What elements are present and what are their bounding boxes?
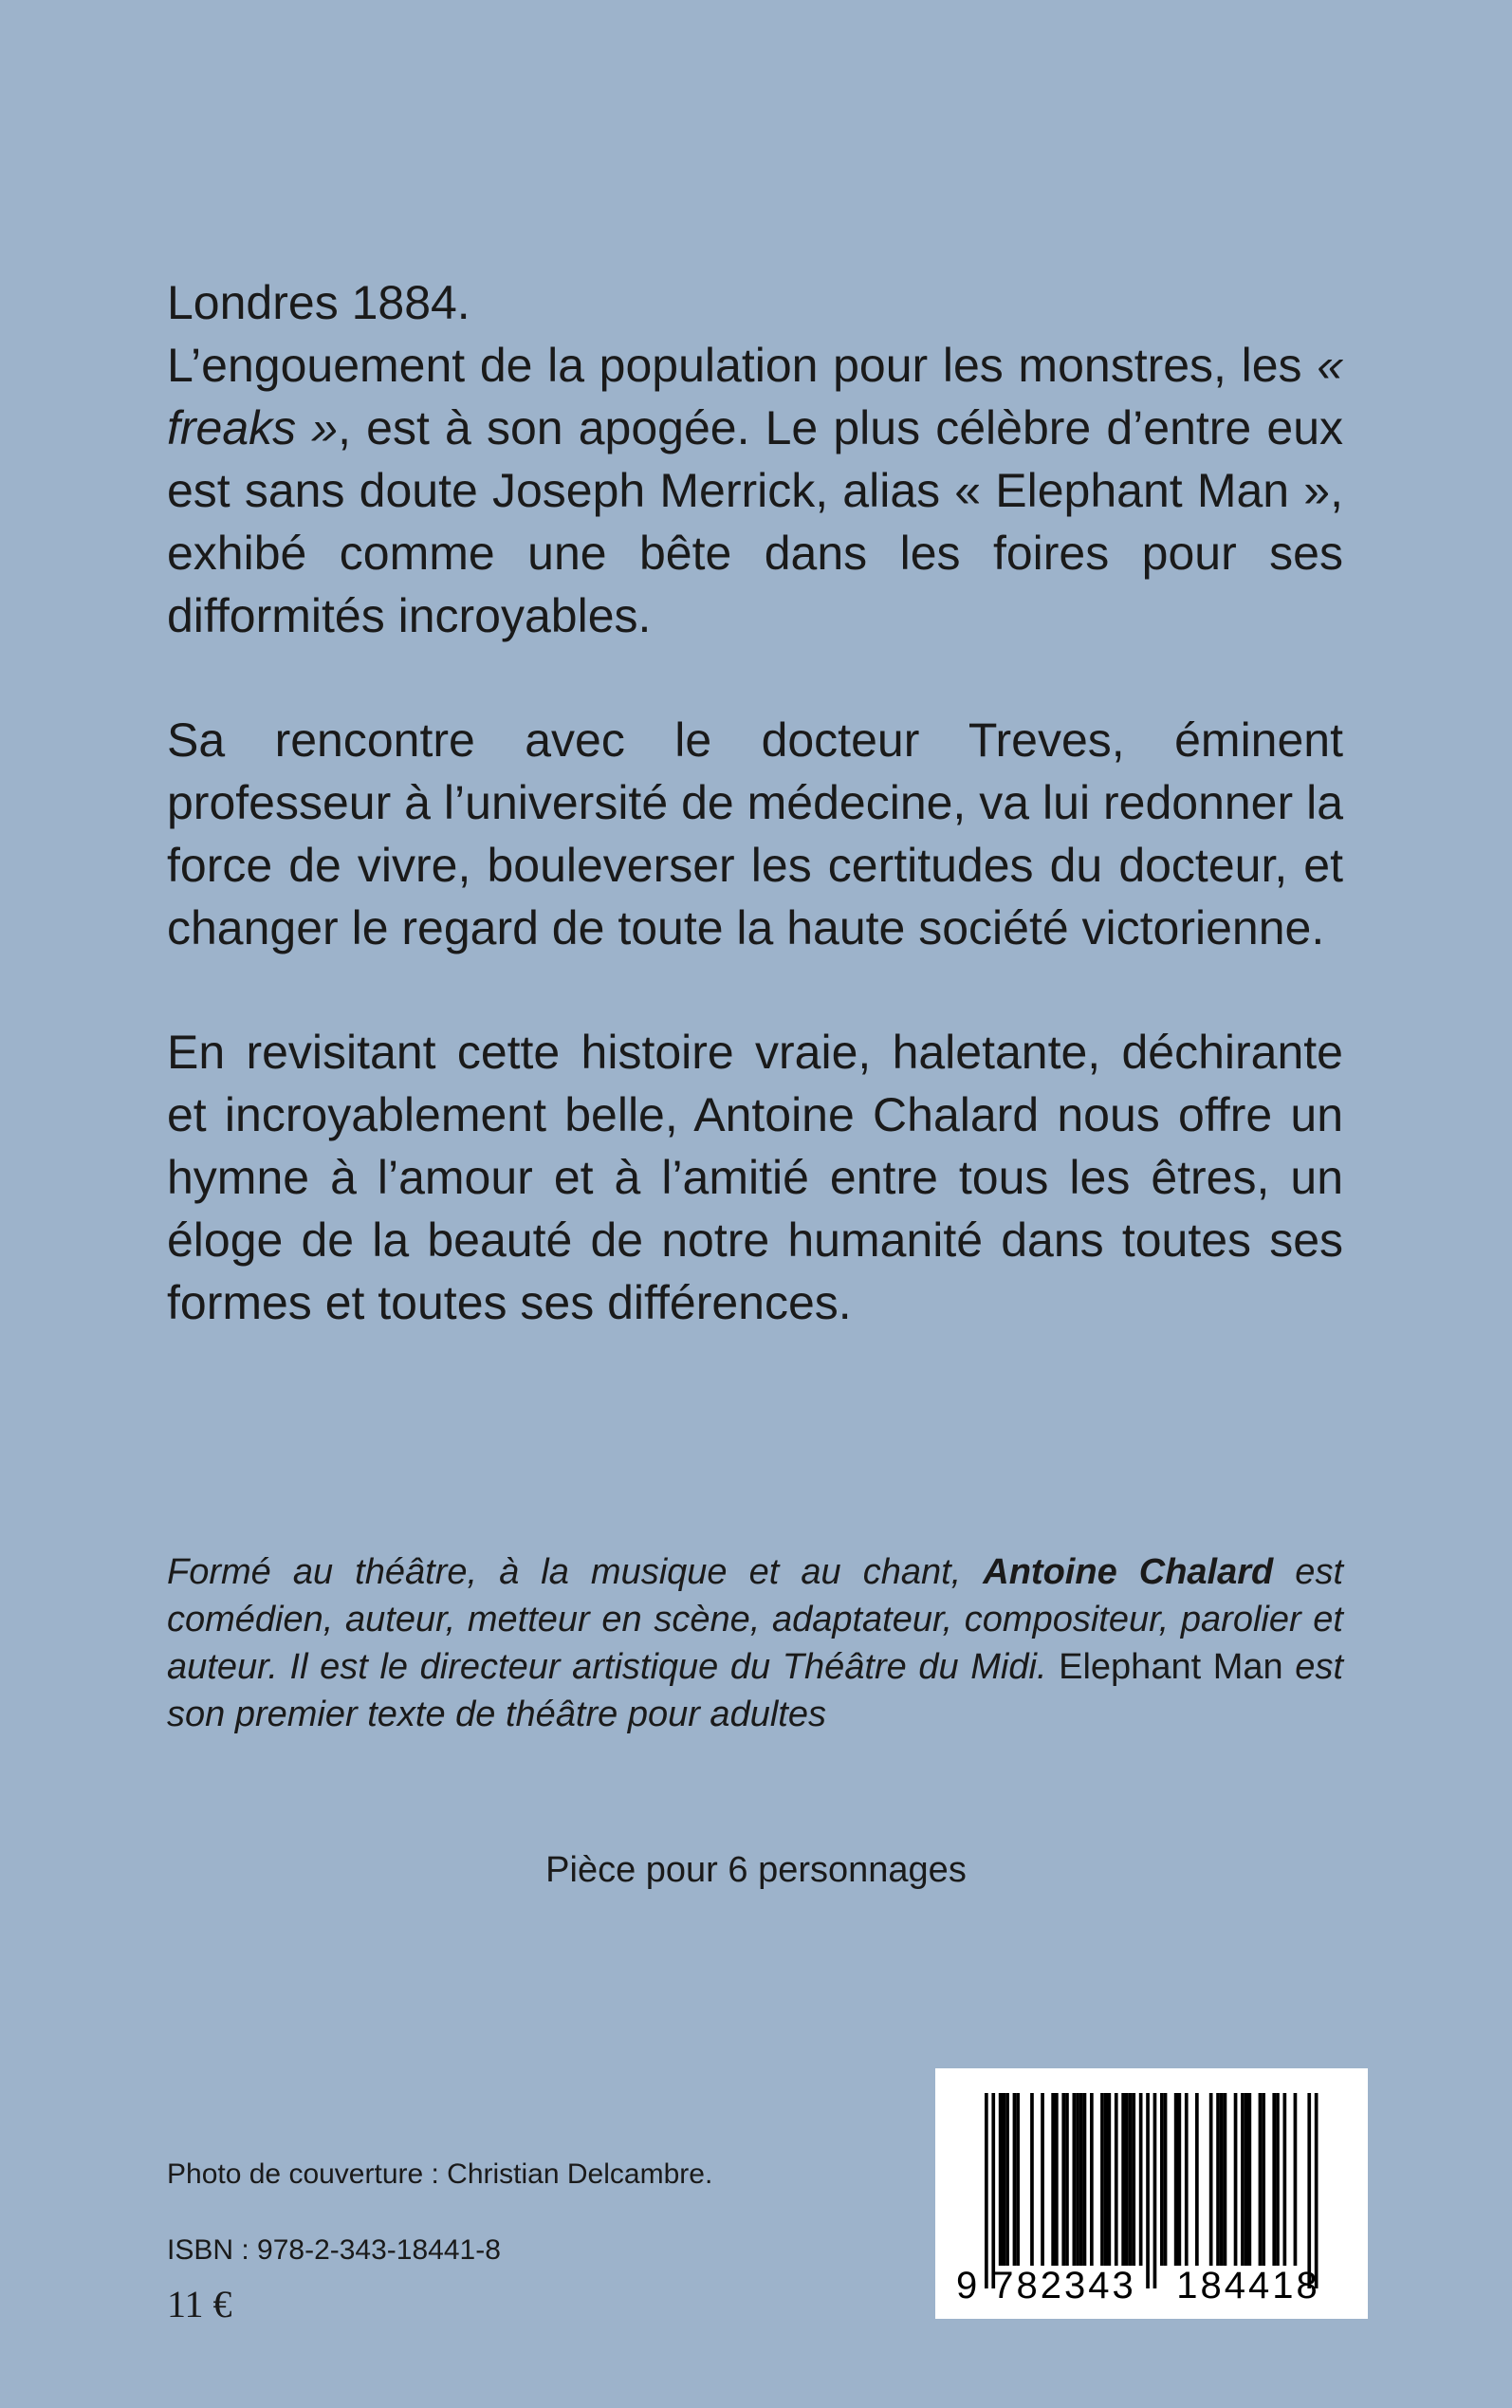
barcode-right-digits: 184418: [1176, 2265, 1320, 2306]
barcode-left-digits: 782343: [992, 2265, 1136, 2306]
barcode: [935, 2068, 1368, 2319]
barcode-bar: [1005, 2093, 1009, 2266]
barcode-bar: [1065, 2093, 1069, 2266]
barcode-bar: [1146, 2093, 1150, 2288]
barcode-bar: [1013, 2093, 1017, 2266]
barcode-bar: [1061, 2093, 1065, 2266]
barcode-bar: [1294, 2093, 1298, 2266]
barcode-bar: [1307, 2093, 1311, 2288]
barcode-bar: [1104, 2093, 1108, 2266]
barcode-bar: [1016, 2093, 1020, 2266]
barcode-bar: [1041, 2093, 1044, 2266]
barcode-bar: [1241, 2093, 1245, 2266]
barcode-bar: [1234, 2093, 1238, 2266]
blurb-opening-line: Londres 1884.: [167, 276, 470, 329]
barcode-bar: [1160, 2093, 1164, 2266]
back-cover-blurb: [167, 271, 1343, 1334]
barcode-bar: [1003, 2093, 1006, 2266]
barcode-bar: [991, 2093, 995, 2288]
barcode-bar: [1129, 2093, 1133, 2266]
barcode-bar: [1315, 2093, 1318, 2288]
barcode-bar: [1209, 2093, 1213, 2266]
blurb-text: L’engouement de la population pour les monstres, les: [167, 339, 1318, 392]
barcode-bar: [1132, 2093, 1135, 2266]
play-title: Elephant Man: [1059, 1647, 1283, 1687]
barcode-bar: [985, 2093, 988, 2288]
barcode-bar: [1090, 2093, 1094, 2266]
barcode-bars: [985, 2093, 1318, 2288]
barcode-bar: [1055, 2093, 1059, 2266]
author-name: Antoine Chalard: [983, 1552, 1274, 1592]
isbn: ISBN : 978-2-343-18441-8: [167, 2234, 501, 2266]
barcode-bar: [1121, 2093, 1125, 2266]
barcode-bar: [1185, 2093, 1189, 2266]
barcode-bar: [1051, 2093, 1055, 2266]
barcode-bar: [1083, 2093, 1087, 2266]
author-bio: Formé au théâtre, à la musique et au chant, Antoine Chalard est comédien, auteur, metteur en scène, adaptateur, compositeur, parolier et auteur. Il est le directeur artistique du Théâtre du Midi. Elephant Man est son premier texte de théâtre pour adultes: [167, 1552, 1344, 1734]
photo-credit: Photo de couverture : Christian Delcambre.: [167, 2158, 713, 2190]
barcode-bar: [1125, 2093, 1129, 2266]
barcode-bar: [1139, 2093, 1143, 2266]
barcode-bar: [999, 2093, 1003, 2266]
barcode-bar: [1079, 2093, 1083, 2266]
barcode-bar: [1224, 2093, 1227, 2266]
barcode-bar: [1220, 2093, 1224, 2266]
barcode-bar: [1259, 2093, 1263, 2266]
barcode-bar: [1108, 2093, 1112, 2266]
blurb-text: , est à son apogée. Le plus célèbre d’entre eux est sans doute Joseph Merrick, alias « Elephant Man », exhibé comme une bête dans les foires pour ses difformités incroyables.: [167, 401, 1344, 642]
barcode-graphic: [935, 2068, 1368, 2319]
barcode-bar: [1262, 2093, 1265, 2266]
freaks-term: « freaks »: [167, 339, 1343, 454]
barcode-bar: [1276, 2093, 1280, 2266]
barcode-bar: [1153, 2093, 1157, 2288]
barcode-bar: [1076, 2093, 1079, 2266]
barcode-bar: [1272, 2093, 1276, 2266]
barcode-bar: [1178, 2093, 1182, 2266]
barcode-bar: [1245, 2093, 1248, 2266]
barcode-first-digit: 9: [956, 2265, 978, 2306]
barcode-bar: [1100, 2093, 1104, 2266]
barcode-bar: [1216, 2093, 1220, 2266]
blurb-paragraph-3: En revisitant cette histoire vraie, haletante, déchirante et incroyablement belle, Antoine Chalard nous offre un hymne à l’amour et à l’amitié entre tous les êtres, un éloge de la beauté de notre humanité dans toutes ses formes et toutes ses différences.: [167, 1026, 1343, 1329]
barcode-bar: [1030, 2093, 1034, 2266]
price: 11 €: [167, 2283, 232, 2325]
barcode-bar: [1195, 2093, 1199, 2266]
barcode-bar: [1248, 2093, 1252, 2266]
barcode-bar: [1073, 2093, 1077, 2266]
cast-count: Pièce pour 6 personnages: [545, 1850, 967, 1890]
barcode-bar: [1174, 2093, 1178, 2266]
blurb-paragraph-1: [167, 271, 1343, 647]
barcode-bar: [1283, 2093, 1287, 2266]
barcode-bar: [1164, 2093, 1168, 2266]
blurb-paragraph-2: Sa rencontre avec le docteur Treves, éminent professeur à l’université de médecine, va lui redonner la force de vivre, bouleverser les certitudes du docteur, et changer le regard de toute la haute société victorienne.: [167, 713, 1343, 954]
barcode-bar: [1115, 2093, 1118, 2266]
